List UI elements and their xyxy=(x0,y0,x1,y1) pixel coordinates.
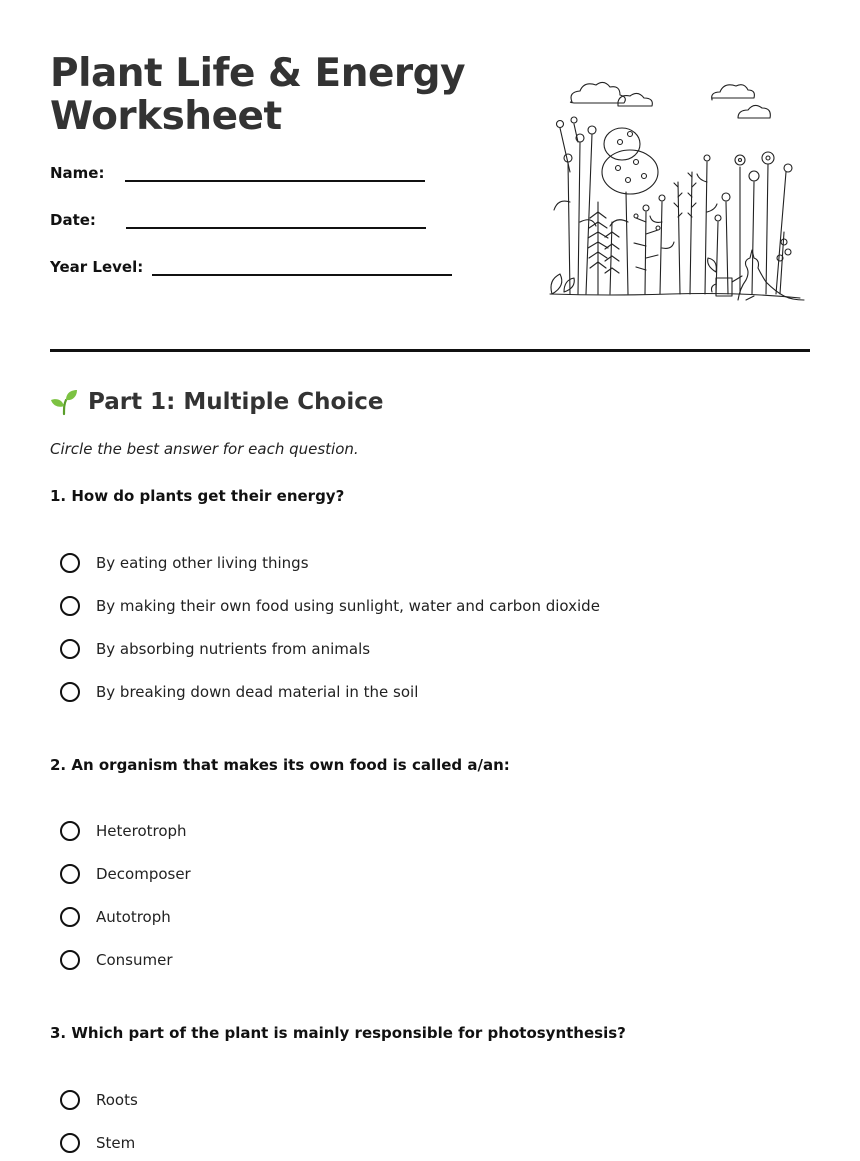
q2-option-2[interactable] xyxy=(60,864,191,884)
date-label: Date: xyxy=(50,211,96,229)
option-text: Autotroph xyxy=(96,908,171,926)
answer-circle[interactable] xyxy=(60,553,80,573)
option-text: Roots xyxy=(96,1091,138,1109)
option-text: Stem xyxy=(96,1134,136,1152)
option-text: By absorbing nutrients from animals xyxy=(96,640,371,658)
name-label: Name: xyxy=(50,164,105,182)
date-line[interactable] xyxy=(126,227,426,229)
question-1: 1. How do plants get their energy? xyxy=(50,487,345,505)
title-line-2: Worksheet xyxy=(50,94,282,139)
year-level-label: Year Level: xyxy=(50,258,144,276)
year-level-line[interactable] xyxy=(152,274,452,276)
q1-option-4[interactable] xyxy=(60,682,418,702)
name-line[interactable] xyxy=(125,180,425,182)
question-3: 3. Which part of the plant is mainly responsible for photosynthesis? xyxy=(50,1024,626,1042)
answer-circle[interactable] xyxy=(60,682,80,702)
question-2: 2. An organism that makes its own food is called a/an: xyxy=(50,756,510,774)
answer-circle[interactable] xyxy=(60,596,80,616)
option-text: By eating other living things xyxy=(96,554,309,572)
answer-circle[interactable] xyxy=(60,907,80,927)
option-text: By breaking down dead material in the soil xyxy=(96,683,419,701)
q1-option-3[interactable] xyxy=(60,639,370,659)
date-field xyxy=(50,211,426,229)
answer-circle[interactable] xyxy=(60,864,80,884)
answer-circle[interactable] xyxy=(60,639,80,659)
q2-option-3[interactable] xyxy=(60,907,171,927)
wildflower-garden-illustration xyxy=(540,72,805,308)
answer-circle[interactable] xyxy=(60,1133,80,1153)
answer-circle[interactable] xyxy=(60,1090,80,1110)
answer-circle[interactable] xyxy=(60,950,80,970)
q2-option-4[interactable] xyxy=(60,950,173,970)
worksheet-title xyxy=(50,52,465,138)
title-line-1: Plant Life & Energy xyxy=(50,51,465,96)
q3-option-1[interactable] xyxy=(60,1090,138,1110)
seedling-icon xyxy=(50,388,78,416)
option-text: By making their own food using sunlight, water and carbon dioxide xyxy=(96,597,600,615)
option-text: Consumer xyxy=(96,951,173,969)
part1-instructions: Circle the best answer for each question. xyxy=(50,440,359,458)
name-field xyxy=(50,164,425,182)
option-text: Heterotroph xyxy=(96,822,187,840)
q2-option-1[interactable] xyxy=(60,821,187,841)
q1-option-1[interactable] xyxy=(60,553,309,573)
answer-circle[interactable] xyxy=(60,821,80,841)
option-text: Decomposer xyxy=(96,865,191,883)
q3-option-2[interactable] xyxy=(60,1133,135,1153)
q1-option-2[interactable] xyxy=(60,596,600,616)
year-level-field xyxy=(50,258,452,276)
part1-heading xyxy=(50,388,383,416)
part1-heading-text: Part 1: Multiple Choice xyxy=(88,389,384,415)
header-divider xyxy=(50,349,810,352)
